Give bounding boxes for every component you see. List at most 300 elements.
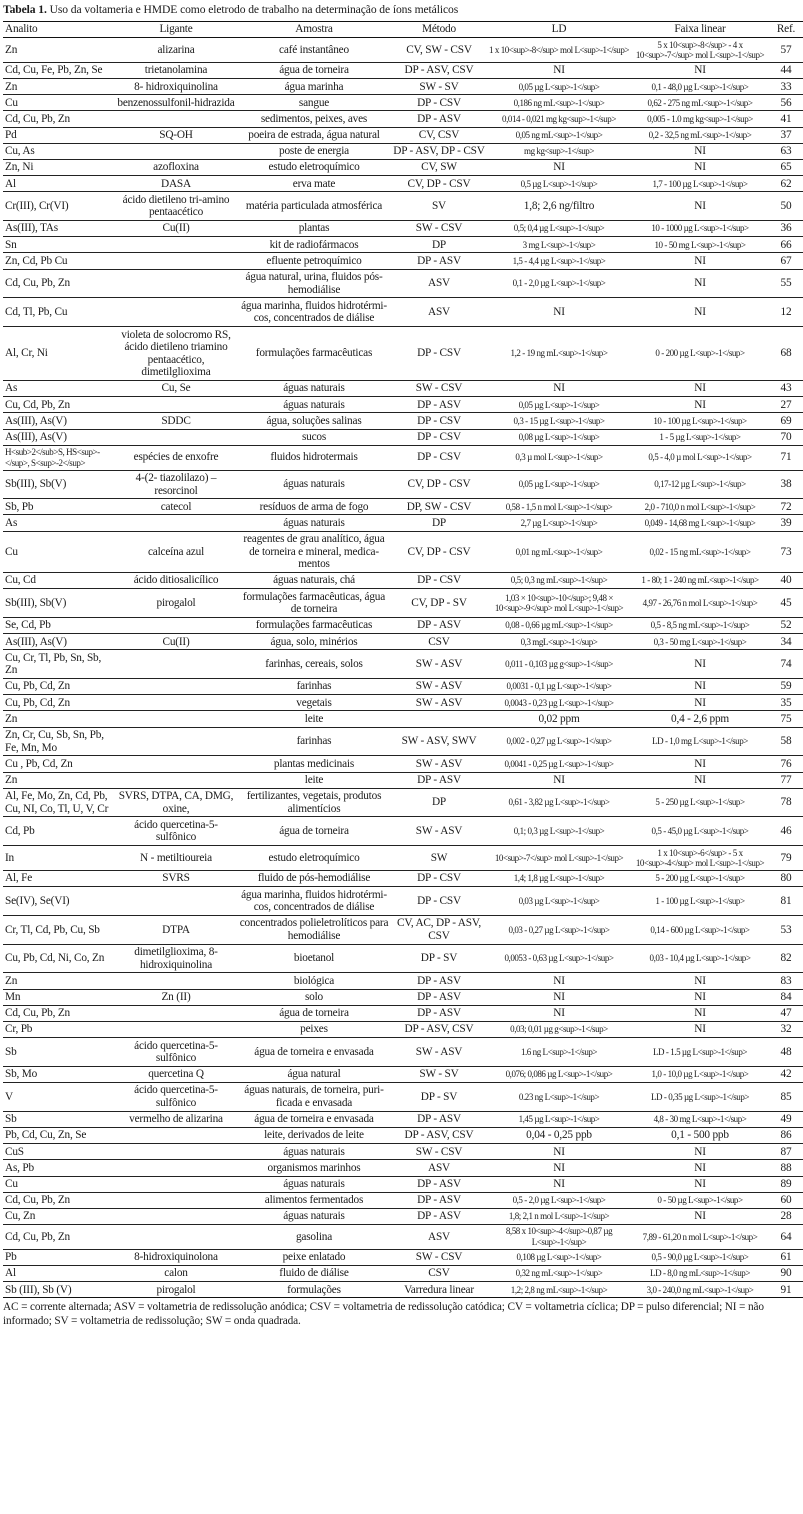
cell-ld: NI bbox=[553, 382, 565, 395]
cell-ld: 0,08 - 0,66 µg mL<sup>-1</sup> bbox=[505, 620, 613, 631]
cell-analito: Cr, Pb bbox=[5, 1023, 33, 1036]
caption-text: Uso da voltameria e HMDE como eletrodo de trabalho na determinação de íons metálicos bbox=[49, 3, 459, 16]
cell-faixa-linear: NI bbox=[694, 254, 706, 267]
cell-ld: 0,0031 - 0,1 µg L<sup>-1</sup> bbox=[506, 681, 612, 692]
cell-faixa-linear: NI bbox=[694, 773, 706, 786]
cell-analito: Zn bbox=[5, 974, 18, 987]
cell-amostra: fluido de pós-hemodiálise bbox=[257, 872, 371, 885]
cell-analito: Zn, Cr, Cu, Sb, Sn, Pb, Fe, Mn, Mo bbox=[5, 728, 104, 754]
cell-analito: Cd, Tl, Pb, Cu bbox=[5, 306, 68, 319]
cell-ld: NI bbox=[553, 306, 565, 319]
table-row bbox=[3, 192, 803, 221]
table-row bbox=[3, 617, 803, 633]
cell-metodo: ASV bbox=[428, 1230, 450, 1243]
cell-ld: 0,002 - 0,27 µg L<sup>-1</sup> bbox=[506, 736, 612, 747]
cell-ld: NI bbox=[553, 161, 565, 174]
cell-ref: 67 bbox=[780, 254, 792, 267]
cell-metodo: SV bbox=[431, 200, 447, 212]
cell-ligante: DTPA bbox=[162, 923, 190, 936]
cell-ligante bbox=[115, 617, 237, 633]
cell-metodo: DP - ASV bbox=[417, 112, 461, 125]
cell-faixa-linear: NI bbox=[694, 757, 706, 770]
cell-amostra: alimentos fermentados bbox=[264, 1194, 364, 1207]
table-row bbox=[3, 695, 803, 711]
cell-ld: 0,3 mgL<sup>-1</sup> bbox=[520, 636, 598, 647]
cell-ref: 39 bbox=[780, 516, 792, 529]
cell-analito: Sb, Pb bbox=[5, 500, 34, 513]
cell-ref: 41 bbox=[780, 112, 792, 125]
caption-label: Tabela 1. bbox=[3, 3, 47, 16]
header-metodo: Método bbox=[422, 23, 456, 36]
cell-ref: 80 bbox=[780, 872, 792, 885]
cell-ref: 68 bbox=[780, 347, 792, 360]
cell-faixa-linear: 0 - 200 µg L<sup>-1</sup> bbox=[655, 348, 745, 359]
cell-amostra: peixe enlatado bbox=[282, 1251, 346, 1264]
cell-ld: 1,2; 2,8 ng mL<sup>-1</sup> bbox=[510, 1284, 608, 1295]
table-row bbox=[3, 1265, 803, 1281]
cell-metodo: CSV bbox=[428, 1267, 450, 1280]
cell-ref: 55 bbox=[780, 277, 792, 290]
table-row bbox=[3, 788, 803, 817]
table-row bbox=[3, 1083, 803, 1112]
cell-amostra: café instantâneo bbox=[279, 43, 349, 56]
cell-amostra: concentrados polieletrolíticos para hemodiálise bbox=[239, 917, 389, 942]
cell-metodo: CV, CSV bbox=[418, 129, 460, 142]
cell-faixa-linear: 1 - 5 µg L<sup>-1</sup> bbox=[659, 431, 741, 442]
cell-ld: NI bbox=[553, 1145, 565, 1158]
cell-ligante: trietanolamina bbox=[144, 64, 208, 77]
cell-amostra: águas naturais bbox=[283, 398, 345, 411]
table-row bbox=[3, 589, 803, 618]
cell-analito: Zn bbox=[5, 773, 18, 786]
cell-amostra: água marinha bbox=[284, 80, 344, 93]
cell-ligante: DASA bbox=[161, 177, 191, 190]
cell-amostra: sedimentos, peixes, aves bbox=[260, 112, 368, 125]
cell-ld: 1,2 - 19 ng mL<sup>-1</sup> bbox=[510, 348, 608, 359]
cell-ligante: Cu(II) bbox=[162, 222, 190, 235]
table-row bbox=[3, 397, 803, 413]
cell-ref: 90 bbox=[780, 1267, 792, 1280]
cell-ligante bbox=[115, 772, 237, 788]
table-row bbox=[3, 915, 803, 944]
cell-analito: Zn bbox=[5, 43, 18, 56]
cell-faixa-linear: 0,03 - 10,4 µg L<sup>-1</sup> bbox=[649, 953, 751, 964]
cell-amostra: água de torneira bbox=[279, 825, 349, 838]
cell-metodo: DP bbox=[431, 796, 447, 809]
cell-metodo: SW - ASV bbox=[415, 696, 463, 709]
cell-faixa-linear: 0,5 - 90,0 µg L<sup>-1</sup> bbox=[651, 1252, 749, 1263]
cell-ligante: SQ-OH bbox=[159, 129, 193, 142]
cell-analito: Cr, Tl, Cd, Pb, Cu, Sb bbox=[5, 923, 100, 936]
cell-analito: As(III), As(V) bbox=[5, 635, 67, 648]
cell-ref: 91 bbox=[780, 1283, 792, 1296]
cell-amostra: biológica bbox=[293, 974, 335, 987]
cell-faixa-linear: 0,5 - 45,0 µg L<sup>-1</sup> bbox=[651, 826, 749, 837]
table-row bbox=[3, 711, 803, 727]
cell-ld: 1,45 µg L<sup>-1</sup> bbox=[518, 1114, 600, 1125]
cell-ref: 52 bbox=[780, 619, 792, 632]
cell-ld: 0,5; 0,4 µg L<sup>-1</sup> bbox=[513, 223, 605, 234]
cell-faixa-linear: 4,8 - 30 mg L<sup>-1</sup> bbox=[653, 1114, 747, 1125]
cell-ref: 71 bbox=[780, 451, 792, 464]
cell-faixa-linear: NI bbox=[694, 306, 706, 319]
cell-metodo: CV, DP - CSV bbox=[407, 478, 471, 491]
cell-metodo: DP - ASV bbox=[417, 619, 461, 632]
cell-metodo: SW - ASV bbox=[415, 825, 463, 838]
table-row bbox=[3, 634, 803, 650]
cell-metodo: CV, AC, DP - ASV, CSV bbox=[397, 917, 481, 942]
cell-analito: CuS bbox=[5, 1145, 24, 1158]
cell-metodo: DP - ASV bbox=[417, 1210, 461, 1223]
cell-faixa-linear: 0,3 - 50 mg L<sup>-1</sup> bbox=[653, 636, 747, 647]
cell-metodo: DP - ASV bbox=[417, 1177, 461, 1190]
cell-ref: 77 bbox=[780, 773, 792, 786]
cell-metodo: DP - CSV bbox=[417, 451, 461, 464]
cell-metodo: SW - ASV bbox=[415, 1045, 463, 1058]
cell-faixa-linear: NI bbox=[694, 991, 706, 1003]
table-row bbox=[3, 727, 803, 756]
table-row bbox=[3, 650, 803, 679]
cell-ligante bbox=[115, 397, 237, 413]
cell-analito: As(III), As(V) bbox=[5, 430, 67, 443]
cell-ligante bbox=[115, 711, 237, 727]
cell-metodo: SW - SV bbox=[419, 1068, 459, 1081]
cell-amostra: sucos bbox=[301, 430, 327, 443]
cell-ref: 34 bbox=[780, 635, 792, 648]
cell-ligante: 4-(2- tiazolilazo) – resorcinol bbox=[135, 471, 217, 497]
cell-ref: 32 bbox=[780, 1023, 792, 1036]
cell-metodo: CV, DP - SV bbox=[411, 596, 467, 609]
cell-metodo: DP - ASV, CSV bbox=[404, 1023, 474, 1036]
cell-ld: 0,0043 - 0,23 µg L<sup>-1</sup> bbox=[504, 697, 614, 708]
cell-faixa-linear: NI bbox=[694, 398, 706, 411]
cell-faixa-linear: 10 - 1000 µg L<sup>-1</sup> bbox=[651, 223, 749, 234]
cell-ligante bbox=[115, 1225, 237, 1250]
cell-analito: As bbox=[5, 516, 18, 529]
cell-ld: 0,186 ng mL<sup>-1</sup> bbox=[513, 97, 605, 108]
cell-metodo: SW - ASV bbox=[415, 757, 463, 770]
cell-metodo: DP - ASV bbox=[417, 773, 461, 786]
cell-amostra: água marinha, fluidos hidrotérmi-cos, concentrados de diálise bbox=[241, 299, 387, 325]
cell-ligante bbox=[115, 1160, 237, 1176]
cell-amostra: bioetanol bbox=[293, 952, 335, 965]
cell-analito: Cu , Pb, Cd, Zn bbox=[5, 757, 73, 770]
cell-ligante bbox=[115, 887, 237, 916]
cell-ref: 28 bbox=[780, 1210, 792, 1223]
cell-amostra: água, solo, minérios bbox=[270, 635, 358, 648]
cell-metodo: CV, DP - CSV bbox=[407, 545, 471, 558]
cell-faixa-linear: 2,0 - 710,0 n mol L<sup>-1</sup> bbox=[644, 501, 756, 512]
cell-faixa-linear: NI bbox=[694, 64, 706, 77]
cell-analito: Sb(III), Sb(V) bbox=[5, 596, 67, 609]
cell-ref: 35 bbox=[780, 696, 792, 709]
cell-faixa-linear: 10 - 100 µg L<sup>-1</sup> bbox=[653, 415, 747, 426]
cell-metodo: SW - SV bbox=[419, 80, 459, 93]
cell-ligante: SVRS bbox=[162, 872, 190, 885]
cell-ref: 37 bbox=[780, 129, 792, 142]
table-row bbox=[3, 1128, 803, 1144]
cell-metodo: DP - CSV bbox=[417, 574, 461, 587]
table-row bbox=[3, 95, 803, 111]
table-row bbox=[3, 973, 803, 989]
cell-metodo: CV, SW - CSV bbox=[406, 43, 472, 56]
cell-ref: 73 bbox=[780, 545, 792, 558]
cell-ld: 10<sup>-7</sup> mol L<sup>-1</sup> bbox=[494, 852, 624, 863]
table-row bbox=[3, 445, 803, 470]
cell-amostra: farinhas, cereais, solos bbox=[265, 657, 363, 670]
cell-faixa-linear: 0,049 - 14,68 mg L<sup>-1</sup> bbox=[644, 517, 756, 528]
cell-amostra: águas naturais, de torneira, puri-ficada e envasada bbox=[244, 1084, 384, 1110]
cell-ligante: SDDC bbox=[161, 414, 191, 427]
cell-faixa-linear: 3,0 - 240,0 ng mL<sup>-1</sup> bbox=[646, 1284, 754, 1295]
cell-ligante: pirogalol bbox=[156, 1283, 196, 1296]
cell-ref: 48 bbox=[780, 1045, 792, 1058]
cell-ref: 46 bbox=[780, 825, 792, 838]
cell-ld: mg kg<sup>-1</sup> bbox=[524, 146, 594, 157]
cell-amostra: leite bbox=[304, 773, 324, 786]
cell-analito: Pb, Cd, Cu, Zn, Se bbox=[5, 1129, 87, 1142]
cell-ref: 56 bbox=[780, 96, 792, 109]
cell-amostra: águas naturais bbox=[283, 382, 345, 395]
cell-analito: Al bbox=[5, 1267, 16, 1280]
cell-ligante bbox=[115, 679, 237, 695]
cell-ligante bbox=[115, 1005, 237, 1021]
cell-analito: Cu, Cd bbox=[5, 574, 36, 587]
cell-analito: Cu, Cd, Pb, Zn bbox=[5, 398, 70, 411]
cell-ld: 3 mg L<sup>-1</sup> bbox=[522, 239, 596, 250]
cell-ref: 76 bbox=[780, 757, 792, 770]
cell-analito: Sb(III), Sb(V) bbox=[5, 478, 67, 491]
table-row bbox=[3, 470, 803, 499]
cell-metodo: DP - ASV, CSV bbox=[404, 1129, 474, 1142]
cell-analito: Cu, As bbox=[5, 145, 35, 158]
cell-ld: NI bbox=[553, 1177, 565, 1190]
cell-ld: 0,58 - 1,5 n mol L<sup>-1</sup> bbox=[505, 501, 613, 512]
header-ld: LD bbox=[551, 23, 567, 36]
cell-ld: NI bbox=[553, 1161, 565, 1174]
table-row bbox=[3, 1160, 803, 1176]
table-row bbox=[3, 772, 803, 788]
cell-ref: 59 bbox=[780, 680, 792, 693]
cell-analito: Sn bbox=[5, 238, 17, 251]
cell-analito: Zn, Ni bbox=[5, 161, 34, 174]
cell-analito: Cu bbox=[5, 545, 18, 558]
cell-faixa-linear: 0,005 - 1.0 mg kg<sup>-1</sup> bbox=[647, 113, 753, 124]
cell-ligante bbox=[115, 237, 237, 253]
cell-metodo: DP - ASV bbox=[417, 254, 461, 267]
cell-ld: 0,01 ng mL<sup>-1</sup> bbox=[515, 546, 603, 557]
cell-ld: 1,8; 2,6 ng/filtro bbox=[523, 200, 595, 212]
cell-analito: Cd, Cu, Pb, Zn bbox=[5, 112, 70, 125]
cell-ld: 0,08 µg L<sup>-1</sup> bbox=[518, 431, 600, 442]
cell-metodo: DP - ASV bbox=[417, 1194, 461, 1207]
cell-ref: 72 bbox=[780, 500, 792, 513]
cell-ref: 47 bbox=[780, 1007, 792, 1020]
cell-analito: Sb bbox=[5, 1113, 17, 1126]
cell-ref: 74 bbox=[780, 657, 792, 670]
cell-ligante bbox=[115, 253, 237, 269]
cell-ref: 49 bbox=[780, 1113, 792, 1126]
cell-ref: 40 bbox=[780, 574, 792, 587]
cell-faixa-linear: 4,97 - 26,76 n mol L<sup>-1</sup> bbox=[642, 597, 758, 608]
table-row bbox=[3, 143, 803, 159]
cell-ligante: Cu(II) bbox=[162, 635, 190, 648]
cell-faixa-linear: 0,4 - 2,6 ppm bbox=[671, 712, 729, 725]
cell-amostra: formulações farmacêuticas, água de torneira bbox=[242, 590, 386, 616]
table-row bbox=[3, 499, 803, 515]
cell-metodo: DP - ASV, DP - CSV bbox=[393, 145, 485, 158]
cell-analito: H<sub>2</sub>S, HS<sup>-</sup>, S<sup>-2</sup> bbox=[5, 447, 100, 468]
cell-metodo: DP bbox=[431, 238, 447, 251]
cell-ligante: alizarina bbox=[157, 43, 195, 56]
cell-ld: 1,5 - 4,4 µg L<sup>-1</sup> bbox=[512, 255, 606, 266]
cell-metodo: CSV bbox=[428, 635, 450, 648]
cell-metodo: SW - CSV bbox=[415, 1145, 463, 1158]
cell-metodo: SW bbox=[430, 851, 448, 864]
cell-analito: Al bbox=[5, 177, 16, 190]
cell-metodo: DP - CSV bbox=[417, 894, 461, 907]
cell-ld: NI bbox=[553, 1007, 565, 1020]
table-row bbox=[3, 679, 803, 695]
cell-ld: 0,03 - 0,27 µg L<sup>-1</sup> bbox=[508, 924, 610, 935]
cell-metodo: DP - SV bbox=[420, 952, 458, 965]
cell-metodo: CV, SW bbox=[421, 161, 457, 174]
cell-ref: 85 bbox=[780, 1090, 792, 1103]
cell-ref: 66 bbox=[780, 238, 792, 251]
table-row bbox=[3, 1066, 803, 1082]
cell-ligante bbox=[115, 695, 237, 711]
cell-metodo: DP bbox=[431, 516, 447, 529]
cell-amostra: efluente petroquímico bbox=[266, 254, 362, 267]
cell-ref: 50 bbox=[780, 200, 792, 212]
cell-ligante: ácido ditiosalicílico bbox=[133, 574, 219, 587]
cell-analito: Al, Fe bbox=[5, 872, 33, 885]
table-row bbox=[3, 159, 803, 175]
table-row bbox=[3, 381, 803, 397]
cell-faixa-linear: 1,7 - 100 µg L<sup>-1</sup> bbox=[652, 178, 748, 189]
table-row bbox=[3, 127, 803, 143]
cell-faixa-linear: NI bbox=[694, 277, 706, 290]
table-caption bbox=[3, 3, 775, 17]
cell-faixa-linear: LD - 1.5 µg L<sup>-1</sup> bbox=[652, 1046, 748, 1057]
cell-metodo: DP - CSV bbox=[417, 872, 461, 885]
cell-analito: Al, Cr, Ni bbox=[5, 347, 48, 360]
cell-amostra: água natural, urina, fluidos pós-hemodiálise bbox=[245, 270, 383, 296]
cell-metodo: DP - ASV bbox=[417, 1113, 461, 1126]
cell-ref: 81 bbox=[780, 894, 792, 907]
table-body bbox=[3, 38, 803, 1298]
table-row bbox=[3, 237, 803, 253]
cell-faixa-linear: LD - 8,0 ng mL<sup>-1</sup> bbox=[650, 1268, 750, 1279]
cell-amostra: fertilizantes, vegetais, produtos alimentícios bbox=[246, 790, 382, 815]
table-row bbox=[3, 413, 803, 429]
cell-amostra: fluido de diálise bbox=[279, 1267, 349, 1280]
cell-faixa-linear: 0,62 - 275 ng mL<sup>-1</sup> bbox=[647, 97, 753, 108]
table-row bbox=[3, 846, 803, 871]
cell-ld: 0,076; 0,086 µg L<sup>-1</sup> bbox=[505, 1069, 613, 1080]
cell-ref: 60 bbox=[780, 1194, 792, 1207]
cell-ligante: dimetilglioxima, 8-hidroxiquinolina bbox=[134, 946, 218, 971]
cell-faixa-linear: NI bbox=[694, 382, 706, 395]
cell-analito: Zn bbox=[5, 712, 18, 725]
table-row bbox=[3, 870, 803, 886]
cell-ref: 36 bbox=[780, 222, 792, 235]
table-row bbox=[3, 298, 803, 327]
cell-ligante bbox=[115, 143, 237, 159]
table-row bbox=[3, 887, 803, 916]
cell-ref: 45 bbox=[780, 596, 792, 609]
cell-ld: 0,04 - 0,25 ppb bbox=[526, 1129, 592, 1142]
cell-analito: In bbox=[5, 851, 15, 864]
cell-ref: 61 bbox=[780, 1251, 792, 1264]
cell-analito: Cu bbox=[5, 96, 18, 109]
cell-ld: 0,0041 - 0,25 µg L<sup>-1</sup> bbox=[504, 758, 614, 769]
cell-ld: 0,61 - 3,82 µg L<sup>-1</sup> bbox=[508, 797, 610, 808]
table-footnote: AC = corrente alternada; ASV = voltametria de redissolução anódica; CSV = voltametria de redissolução catódica; CV = voltametria cíclica; DP = pulso diferencial; NI = não informado; SV = voltametria de redissolução; SW = onda quadrada. bbox=[3, 1301, 764, 1327]
cell-ref: 12 bbox=[780, 306, 792, 319]
table-row bbox=[3, 1005, 803, 1021]
cell-ligante: vermelho de alizarina bbox=[129, 1113, 223, 1126]
cell-amostra: água natural bbox=[287, 1068, 341, 1081]
cell-ld: 0,03; 0,01 µg g<sup>-1</sup> bbox=[510, 1024, 608, 1035]
cell-faixa-linear: NI bbox=[694, 696, 706, 709]
cell-amostra: águas naturais bbox=[283, 1177, 345, 1190]
cell-ld: 0,5; 0,3 ng mL<sup>-1</sup> bbox=[510, 575, 608, 586]
cell-ref: 75 bbox=[780, 712, 792, 725]
cell-amostra: leite bbox=[304, 712, 324, 725]
cell-ld: NI bbox=[553, 991, 565, 1003]
cell-amostra: erva mate bbox=[292, 177, 336, 190]
cell-ligante: calceína azul bbox=[147, 545, 205, 558]
cell-ref: 70 bbox=[780, 430, 792, 443]
cell-ligante: calon bbox=[164, 1267, 188, 1280]
cell-analito: Pb bbox=[5, 1251, 17, 1264]
cell-analito: Cu, Zn bbox=[5, 1210, 36, 1223]
cell-faixa-linear: NI bbox=[694, 1145, 706, 1158]
cell-faixa-linear: 0,17-12 µg L<sup>-1</sup> bbox=[654, 479, 746, 490]
cell-analito: Cu, Pb, Cd, Zn bbox=[5, 696, 70, 709]
cell-metodo: DP - ASV bbox=[417, 398, 461, 411]
table-row bbox=[3, 1225, 803, 1250]
cell-ref: 89 bbox=[780, 1177, 792, 1190]
cell-amostra: leite, derivados de leite bbox=[264, 1129, 364, 1142]
cell-amostra: formulações bbox=[287, 1283, 341, 1296]
table-row bbox=[3, 38, 803, 63]
cell-ligante bbox=[115, 1208, 237, 1224]
cell-metodo: SW - CSV bbox=[415, 1251, 463, 1264]
cell-amostra: águas naturais bbox=[283, 478, 345, 491]
cell-analito: Zn, Cd, Pb Cu bbox=[5, 254, 68, 267]
cell-amostra: kit de radiofármacos bbox=[269, 238, 359, 251]
cell-metodo bbox=[391, 711, 487, 727]
cell-ld: 0,3 - 15 µg L<sup>-1</sup> bbox=[513, 415, 605, 426]
cell-ld: 0,0053 - 0,63 µg L<sup>-1</sup> bbox=[504, 953, 614, 964]
cell-ld: 0,1; 0,3 µg L<sup>-1</sup> bbox=[513, 826, 605, 837]
cell-ld: 2,7 µg L<sup>-1</sup> bbox=[520, 517, 598, 528]
cell-faixa-linear: 0,14 - 600 µg L<sup>-1</sup> bbox=[650, 924, 750, 935]
cell-metodo: DP - CSV bbox=[417, 430, 461, 443]
cell-amostra: fluidos hidrotermais bbox=[270, 451, 358, 464]
cell-ligante: pirogalol bbox=[156, 596, 196, 609]
cell-ld: 1,4; 1,8 µg L<sup>-1</sup> bbox=[513, 873, 605, 884]
cell-amostra: formulações farmacêuticas bbox=[255, 347, 373, 360]
cell-ref: 87 bbox=[780, 1145, 792, 1158]
metal-ions-table bbox=[3, 21, 803, 1298]
cell-ref: 62 bbox=[780, 177, 792, 190]
cell-ld: 0,32 ng mL<sup>-1</sup> bbox=[515, 1268, 603, 1279]
cell-analito: Cu bbox=[5, 1177, 18, 1190]
cell-ligante bbox=[115, 973, 237, 989]
